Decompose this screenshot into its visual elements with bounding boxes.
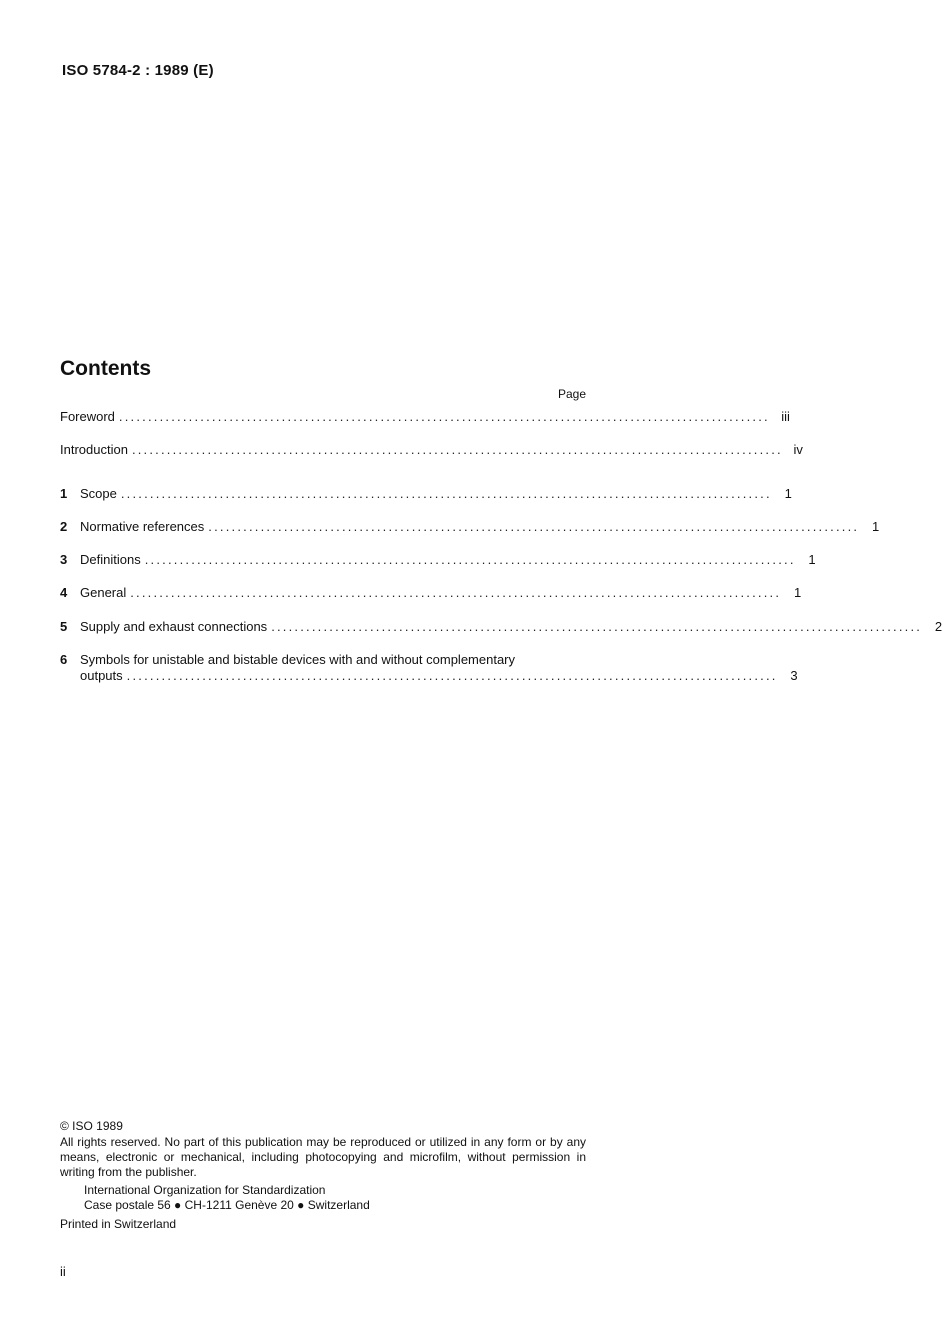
toc-entry-page: 3 <box>790 668 798 683</box>
toc-entry-page: iv <box>793 442 803 457</box>
toc-entry-normative-references[interactable] <box>60 519 880 535</box>
toc-entry-page: 1 <box>871 519 880 534</box>
toc-entry-supply-exhaust[interactable] <box>60 619 943 635</box>
toc-entry-definitions[interactable] <box>60 552 816 568</box>
toc-entry-number: 4 <box>60 585 68 600</box>
toc-entry-number: 1 <box>60 486 68 501</box>
toc-entry-page: 1 <box>808 552 816 567</box>
dot-leader: ................................................................................................................ <box>126 668 778 683</box>
toc-entry-title-continued: outputs <box>80 668 123 683</box>
contents-heading: Contents <box>60 357 151 380</box>
rights-statement: All rights reserved. No part of this publication may be reproduced or utilized in any form or by any means, electronic or mechanical, including photocopying and microfilm, without permission in writing from the publisher. <box>60 1135 586 1179</box>
toc-entry-page: 1 <box>793 585 802 600</box>
toc-entry-title: Scope <box>80 486 117 501</box>
page-column-label: Page <box>557 387 586 401</box>
dot-leader: ................................................................................................................ <box>120 486 772 501</box>
toc-entry-introduction[interactable] <box>60 442 803 458</box>
page-number: ii <box>60 1264 66 1279</box>
toc-entry-number: 6 <box>60 652 68 667</box>
toc-entry-scope[interactable] <box>60 486 792 502</box>
toc-entry-number: 2 <box>60 519 68 534</box>
copyright-notice: © ISO 1989 <box>60 1119 123 1133</box>
toc-entry-title: Foreword <box>60 409 115 424</box>
dot-leader: ................................................................................................................ <box>271 619 923 634</box>
organization-name: International Organization for Standardization <box>84 1183 326 1197</box>
dot-leader: ................................................................................................................ <box>130 585 782 600</box>
organization-address: Case postale 56 ● CH-1211 Genève 20 ● Switzerland <box>84 1198 370 1212</box>
toc-entry-title: Definitions <box>80 552 141 567</box>
toc-entry-page: 1 <box>784 486 792 501</box>
copyright-block <box>60 1119 586 1232</box>
toc-entry-foreword[interactable] <box>60 409 790 425</box>
dot-leader: ................................................................................................................ <box>118 409 770 424</box>
dot-leader: ................................................................................................................ <box>131 442 783 457</box>
dot-leader: ................................................................................................................ <box>144 552 796 567</box>
toc-entry-page: 2 <box>934 619 943 634</box>
toc-entry-title: Introduction <box>60 442 128 457</box>
toc-entry-title: Symbols for unistable and bistable devices with and without complementary <box>80 652 516 667</box>
toc-entry-number: 5 <box>60 619 68 634</box>
toc-entry-general[interactable] <box>60 585 802 601</box>
toc-entry-symbols[interactable] <box>60 652 798 684</box>
toc-entry-title: General <box>80 585 127 600</box>
document-header: ISO 5784-2 : 1989 (E) <box>62 62 214 79</box>
toc-entry-page: iii <box>781 409 790 424</box>
toc-entry-title: Supply and exhaust connections <box>80 619 268 634</box>
toc-entry-title: Normative references <box>80 519 205 534</box>
toc-entry-number: 3 <box>60 552 68 567</box>
printed-location: Printed in Switzerland <box>60 1217 177 1231</box>
dot-leader: ................................................................................................................ <box>208 519 860 534</box>
